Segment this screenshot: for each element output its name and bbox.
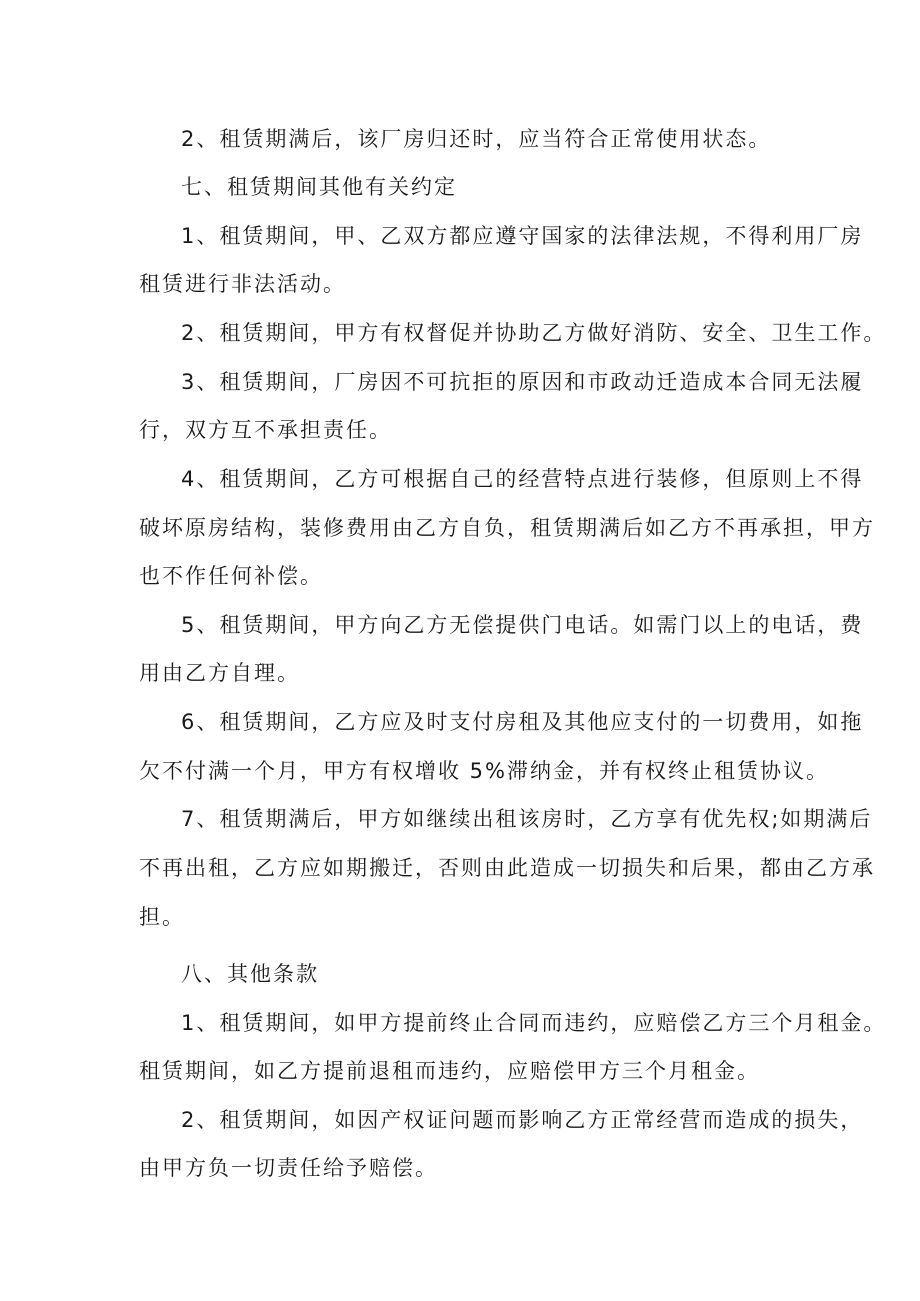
paragraph-line: 行，双方互不承担责任。 <box>139 418 392 442</box>
section-heading: 八、其他条款 <box>181 962 319 986</box>
paragraph-line: 3、租赁期间，厂房因不可抗拒的原因和市政动迁造成本合同无法履 <box>181 370 864 394</box>
paragraph-line: 欠不付满一个月，甲方有权增收 5%滞纳金，并有权终止租赁协议。 <box>139 759 829 783</box>
paragraph-line: 4、租赁期间，乙方可根据自己的经营特点进行装修，但原则上不得 <box>181 467 864 491</box>
paragraph-line: 担。 <box>139 905 185 929</box>
paragraph-line: 不再出租，乙方应如期搬迁，否则由此造成一切损失和后果，都由乙方承 <box>139 856 875 880</box>
paragraph-line: 1、租赁期间，如甲方提前终止合同而违约，应赔偿乙方三个月租金。 <box>181 1011 887 1035</box>
paragraph-line: 2、租赁期满后，该厂房归还时，应当符合正常使用状态。 <box>181 127 772 151</box>
paragraph-line: 破坏原房结构，装修费用由乙方自负，租赁期满后如乙方不再承担，甲方 <box>139 516 875 540</box>
paragraph-line: 也不作任何补偿。 <box>139 564 323 588</box>
paragraph-line: 2、租赁期间，甲方有权督促并协助乙方做好消防、安全、卫生工作。 <box>181 321 887 345</box>
paragraph-line: 用由乙方自理。 <box>139 661 300 685</box>
paragraph-line: 6、租赁期间，乙方应及时支付房租及其他应支付的一切费用，如拖 <box>181 710 864 734</box>
section-heading: 七、租赁期间其他有关约定 <box>181 175 457 199</box>
paragraph-line: 2、租赁期间，如因产权证问题而影响乙方正常经营而造成的损失， <box>181 1108 864 1132</box>
paragraph-line: 由甲方负一切责任给予赔偿。 <box>139 1156 438 1180</box>
paragraph-line: 1、租赁期间，甲、乙双方都应遵守国家的法律法规，不得利用厂房 <box>181 224 864 248</box>
paragraph-line: 7、租赁期满后，甲方如继续出租该房时，乙方享有优先权;如期满后 <box>181 807 873 831</box>
paragraph-line: 租赁进行非法活动。 <box>139 272 346 296</box>
paragraph-line: 5、租赁期间，甲方向乙方无偿提供门电话。如需门以上的电话，费 <box>181 613 864 637</box>
paragraph-line: 租赁期间，如乙方提前退租而违约，应赔偿甲方三个月租金。 <box>139 1059 760 1083</box>
